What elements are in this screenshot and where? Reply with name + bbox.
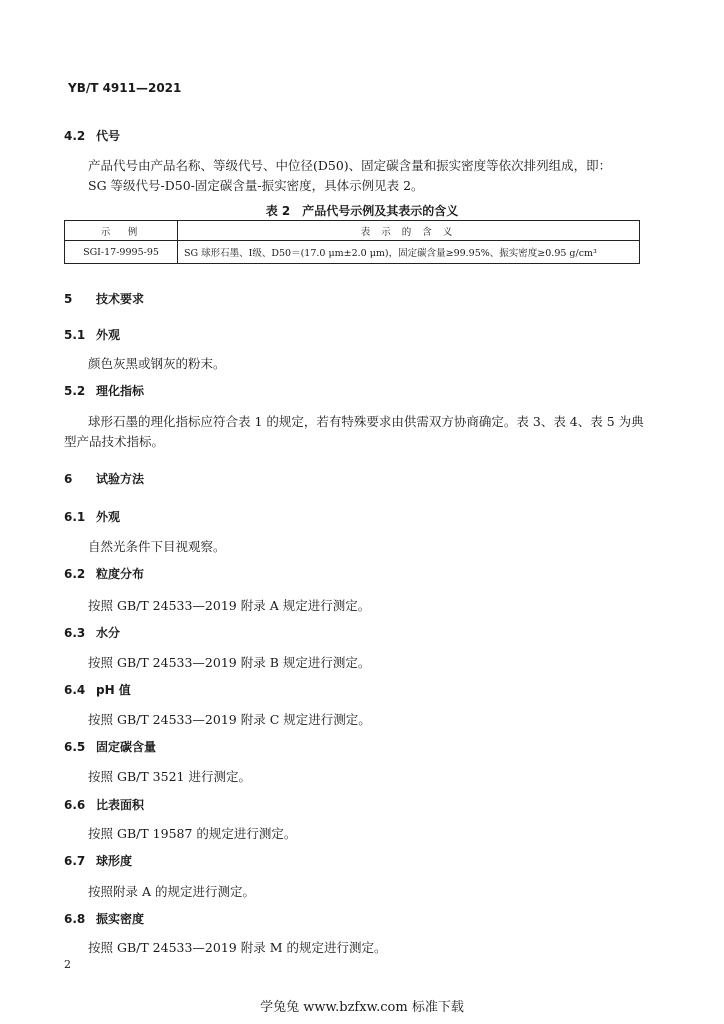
section-number: 4.2 — [64, 129, 86, 143]
section-6-3-text: 按照 GB/T 24533—2019 附录 B 规定进行测定。 — [88, 655, 371, 670]
section-6-7-text: 按照附录 A 的规定进行测定。 — [88, 884, 255, 899]
section-6-8-text: 按照 GB/T 24533—2019 附录 M 的规定进行测定。 — [88, 940, 387, 955]
section-5-heading — [64, 290, 144, 307]
section-6-7-heading — [64, 852, 132, 869]
section-title: 固定碳含量 — [96, 740, 157, 754]
table-header-meaning: 表 示 的 含 义 — [178, 221, 640, 241]
section-5-1-heading — [64, 326, 120, 343]
section-6-5-heading — [64, 738, 156, 755]
section-number: 6.1 — [64, 510, 86, 524]
section-title: 外观 — [96, 328, 121, 342]
section-number: 6.7 — [64, 854, 86, 868]
section-number: 6.3 — [64, 626, 86, 640]
section-number: 5.1 — [64, 328, 86, 342]
section-number: 6.8 — [64, 912, 86, 926]
section-6-1-text: 自然光条件下目视观察。 — [88, 539, 226, 554]
section-number: 6.4 — [64, 683, 86, 697]
section-number: 6 — [64, 472, 73, 486]
section-6-6-text: 按照 GB/T 19587 的规定进行测定。 — [88, 826, 297, 841]
section-6-5-text: 按照 GB/T 3521 进行测定。 — [88, 769, 251, 784]
section-number: 6.5 — [64, 740, 86, 754]
section-6-heading — [64, 470, 144, 487]
table-header-example: 示 例 — [65, 221, 178, 241]
section-title: 试验方法 — [96, 472, 145, 486]
section-6-4-heading — [64, 681, 131, 698]
section-6-1-heading — [64, 508, 120, 525]
section-number: 6.6 — [64, 798, 86, 812]
section-title: 代号 — [96, 129, 121, 143]
section-5-2-heading — [64, 382, 144, 399]
watermark-footer: 学兔兔 www.bzfxw.com 标准下载 — [260, 1000, 464, 1015]
page-number: 2 — [64, 958, 71, 971]
section-title: 水分 — [96, 626, 121, 640]
section-6-3-heading — [64, 624, 120, 641]
section-title: pH 值 — [96, 683, 131, 697]
section-6-4-text: 按照 GB/T 24533—2019 附录 C 规定进行测定。 — [88, 712, 371, 727]
document-number: YB/T 4911—2021 — [68, 81, 182, 95]
section-title: 技术要求 — [96, 292, 145, 306]
section-4-2-text-line2: SG 等级代号-D50-固定碳含量-振实密度，具体示例见表 2。 — [88, 178, 424, 193]
table-row — [65, 241, 640, 264]
section-title: 理化指标 — [96, 384, 145, 398]
section-6-8-heading — [64, 910, 144, 927]
section-title: 外观 — [96, 510, 121, 524]
section-4-2-heading — [64, 127, 120, 144]
section-5-1-text: 颜色灰黑或钢灰的粉末。 — [88, 356, 226, 371]
section-5-2-text-line2: 型产品技术指标。 — [64, 434, 165, 449]
table-2-caption: 表 2 产品代号示例及其表示的含义 — [265, 204, 459, 218]
table-cell-meaning: SG 球形石墨、Ⅰ级、D50＝(17.0 μm±2.0 μm)，固定碳含量≥99.95%、振实密度≥0.95 g/cm³ — [178, 241, 640, 264]
section-title: 粒度分布 — [96, 567, 145, 581]
section-6-2-text: 按照 GB/T 24533—2019 附录 A 规定进行测定。 — [88, 598, 371, 613]
section-number: 5.2 — [64, 384, 86, 398]
section-number: 5 — [64, 292, 73, 306]
section-title: 球形度 — [96, 854, 133, 868]
section-5-2-text-line1: 球形石墨的理化指标应符合表 1 的规定，若有特殊要求由供需双方协商确定。表 3、表 4、表 5 为典 — [88, 414, 644, 429]
table-2 — [64, 220, 640, 264]
section-title: 振实密度 — [96, 912, 145, 926]
section-title: 比表面积 — [96, 798, 145, 812]
section-4-2-text-line1: 产品代号由产品名称、等级代号、中位径(D50)、固定碳含量和振实密度等依次排列组成，即： — [88, 158, 612, 173]
section-6-6-heading — [64, 796, 144, 813]
section-number: 6.2 — [64, 567, 86, 581]
section-6-2-heading — [64, 565, 144, 582]
table-cell-code: SGⅠ-17-9995-95 — [65, 241, 178, 264]
